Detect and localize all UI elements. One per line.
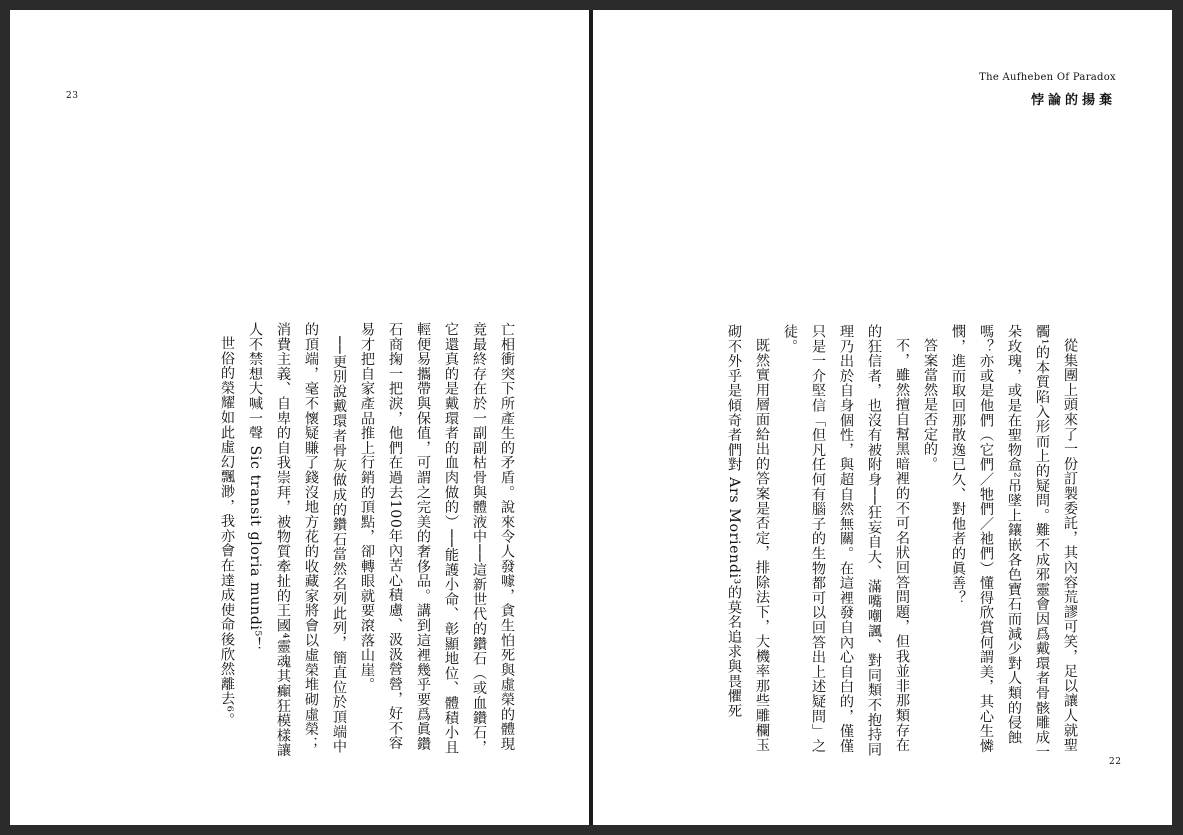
paragraph: 亡相衝突下所產生的矛盾。說來令人發噱，貪生怕死與虛榮的體現竟最終存在於一副副枯骨與體液中──這新世代的鑽石（或血鑽石，它還真的是戴環者的血肉做的）──能護小命、彰顯地位、體積小且輕便易攜帶與保值，可謂之完美的奢侈品。講到這裡幾乎要爲眞鑽石商掬一把淚，他們在過去100年內苦心積慮、汲汲營營，好不容易才把自家產品推上行銷的頂點，卻轉眼就要滾落山崖。 [359,322,515,755]
right-page [593,10,1172,825]
left-page [10,10,589,825]
body-text [101,322,521,762]
paragraph: 答案當然是否定的。 [922,338,938,472]
paragraph: 世俗的榮耀如此虛幻飄渺，我亦會在達成使命後欣然離去⁶。 [219,336,235,728]
body-text [654,324,1084,764]
running-title-english: The Aufheben Of Paradox [979,72,1116,83]
page-number: 23 [66,91,79,101]
paragraph: 既然實用層面給出的答案是否定，排除法下，大機率那些雕欄玉砌不外乎是傾奇者們對 Ars Moriendi³的莫名追求與畏懼死 [726,324,770,753]
paragraph: ──更別說戴環者骨灰做成的鑽石當然名列此列，簡直位於頂端中的頂端，毫不懷疑賺了錢沒地方花的收藏家將會以虛榮堆砌虛榮；消費主義、自卑的自我崇拜，被物質牽扯的王國⁴靈魂其癲狂模樣讓人不禁想大喊一聲 Sic transit gloria mundi⁵！ [247,322,347,758]
paragraph: 從集團上頭來了一份訂製委託，其內容荒謬可笑，足以讓人就聖髑¹的本質陷入形而上的疑問。難不成邪靈會因爲戴環者骨骸雕成一朵玫瑰，或是在聖物盒²吊墜上鑲嵌各色寶石而減少對人類的侵蝕嗎？亦或是他們（它們／牠們／祂們）懂得欣賞何謂美，其心生憐憫，進而取回那散逸已久、對他者的眞善？ [950,324,1078,760]
running-title-chinese: 悖論的揚棄 [1030,93,1116,108]
paragraph: 不，雖然擅自幫黑暗裡的不可名狀回答問題，但我並非那類存在的狂信者，也沒有被附身──狂妄自大、滿嘴嘲諷、對同類不抱持同理乃出於自身個性，與超自然無關。在這裡發自內心自白的，僅僅只是一介堅信「但凡任何有腦子的生物都可以回答出上述疑問」之徒。 [782,324,910,757]
page-number: 22 [1109,757,1122,767]
